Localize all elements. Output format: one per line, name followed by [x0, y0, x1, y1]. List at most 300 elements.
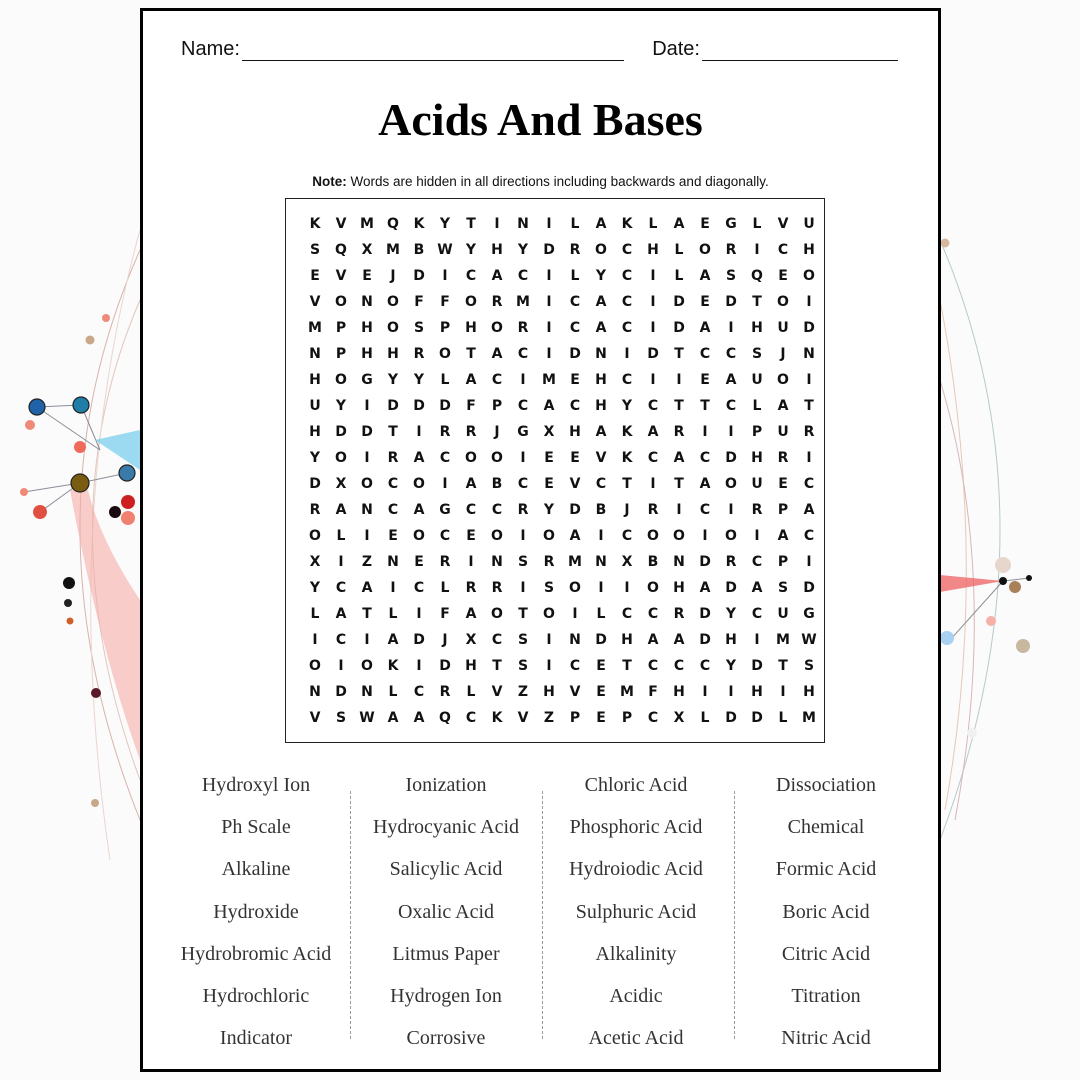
grid-letter[interactable]: Y	[335, 398, 347, 414]
grid-letter[interactable]: C	[621, 606, 633, 622]
grid-letter[interactable]: C	[439, 450, 451, 466]
grid-letter[interactable]: F	[440, 606, 450, 622]
grid-letter[interactable]: C	[647, 450, 659, 466]
grid-letter[interactable]: L	[596, 606, 606, 622]
grid-letter[interactable]: S	[517, 632, 529, 648]
grid-letter[interactable]: I	[546, 294, 552, 310]
grid-letter[interactable]: C	[517, 476, 529, 492]
grid-letter[interactable]: Y	[413, 372, 425, 388]
grid-letter[interactable]: A	[647, 632, 659, 648]
grid-letter[interactable]: U	[803, 216, 815, 232]
grid-letter[interactable]: D	[309, 476, 321, 492]
grid-letter[interactable]: N	[517, 216, 529, 232]
grid-letter[interactable]: S	[777, 580, 789, 596]
grid-letter[interactable]: H	[803, 242, 815, 258]
grid-letter[interactable]: I	[650, 320, 656, 336]
grid-letter[interactable]: C	[621, 242, 633, 258]
grid-letter[interactable]: T	[622, 658, 632, 674]
grid-letter[interactable]: C	[725, 346, 737, 362]
grid-letter[interactable]: I	[754, 528, 760, 544]
grid-letter[interactable]: M	[620, 684, 634, 700]
grid-letter[interactable]: X	[361, 242, 373, 258]
grid-letter[interactable]: I	[338, 658, 344, 674]
grid-letter[interactable]: T	[752, 294, 762, 310]
grid-letter[interactable]: D	[569, 346, 581, 362]
grid-letter[interactable]: S	[725, 268, 737, 284]
grid-letter[interactable]: A	[413, 710, 425, 726]
grid-letter[interactable]: R	[673, 606, 685, 622]
grid-letter[interactable]: T	[518, 606, 528, 622]
grid-letter[interactable]: L	[388, 606, 398, 622]
grid-letter[interactable]: C	[621, 320, 633, 336]
grid-letter[interactable]: A	[803, 502, 815, 518]
grid-letter[interactable]: L	[570, 268, 580, 284]
grid-letter[interactable]: H	[725, 632, 737, 648]
grid-letter[interactable]: G	[361, 372, 373, 388]
grid-letter[interactable]: S	[335, 710, 347, 726]
grid-letter[interactable]: O	[309, 528, 321, 544]
grid-letter[interactable]: N	[361, 294, 373, 310]
grid-letter[interactable]: J	[624, 502, 630, 518]
grid-letter[interactable]: A	[361, 580, 373, 596]
grid-letter[interactable]: A	[777, 398, 789, 414]
grid-letter[interactable]: X	[621, 554, 633, 570]
grid-letter[interactable]: G	[517, 424, 529, 440]
grid-letter[interactable]: O	[413, 528, 425, 544]
grid-letter[interactable]: C	[439, 528, 451, 544]
grid-letter[interactable]: I	[806, 294, 812, 310]
grid-letter[interactable]: M	[776, 632, 790, 648]
grid-letter[interactable]: N	[491, 554, 503, 570]
grid-letter[interactable]: R	[725, 554, 737, 570]
grid-letter[interactable]: J	[494, 424, 500, 440]
grid-letter[interactable]: L	[674, 268, 684, 284]
grid-letter[interactable]: O	[465, 294, 477, 310]
grid-letter[interactable]: E	[596, 710, 606, 726]
grid-letter[interactable]: M	[386, 242, 400, 258]
grid-letter[interactable]: D	[361, 424, 373, 440]
grid-letter[interactable]: X	[673, 710, 685, 726]
grid-letter[interactable]: R	[517, 502, 529, 518]
grid-letter[interactable]: E	[310, 268, 320, 284]
grid-letter[interactable]: N	[569, 632, 581, 648]
grid-letter[interactable]: C	[517, 346, 529, 362]
grid-letter[interactable]: Q	[751, 268, 763, 284]
grid-letter[interactable]: X	[335, 476, 347, 492]
grid-letter[interactable]: C	[621, 268, 633, 284]
grid-letter[interactable]: K	[387, 658, 399, 674]
grid-letter[interactable]: C	[647, 606, 659, 622]
grid-letter[interactable]: E	[778, 268, 788, 284]
grid-letter[interactable]: C	[725, 398, 737, 414]
grid-letter[interactable]: I	[416, 424, 422, 440]
grid-letter[interactable]: E	[544, 476, 554, 492]
grid-letter[interactable]: S	[517, 554, 529, 570]
grid-letter[interactable]: U	[309, 398, 321, 414]
grid-letter[interactable]: T	[674, 476, 684, 492]
grid-letter[interactable]: D	[595, 632, 607, 648]
grid-letter[interactable]: D	[439, 398, 451, 414]
grid-letter[interactable]: I	[806, 450, 812, 466]
grid-letter[interactable]: N	[673, 554, 685, 570]
grid-letter[interactable]: D	[803, 580, 815, 596]
grid-letter[interactable]: W	[359, 710, 375, 726]
grid-letter[interactable]: R	[387, 450, 399, 466]
grid-letter[interactable]: C	[647, 658, 659, 674]
grid-letter[interactable]: O	[335, 294, 347, 310]
grid-letter[interactable]: E	[596, 658, 606, 674]
grid-letter[interactable]: C	[413, 580, 425, 596]
grid-letter[interactable]: A	[387, 710, 399, 726]
grid-letter[interactable]: O	[361, 658, 373, 674]
grid-letter[interactable]: R	[491, 580, 503, 596]
grid-letter[interactable]: S	[803, 658, 815, 674]
grid-letter[interactable]: E	[700, 294, 710, 310]
grid-letter[interactable]: G	[803, 606, 815, 622]
grid-letter[interactable]: R	[517, 320, 529, 336]
grid-letter[interactable]: I	[312, 632, 318, 648]
grid-letter[interactable]: D	[673, 320, 685, 336]
grid-letter[interactable]: S	[309, 242, 321, 258]
grid-letter[interactable]: I	[780, 684, 786, 700]
grid-letter[interactable]: O	[725, 476, 737, 492]
grid-letter[interactable]: C	[491, 502, 503, 518]
grid-letter[interactable]: V	[569, 684, 581, 700]
grid-letter[interactable]: U	[777, 606, 789, 622]
grid-letter[interactable]: O	[491, 450, 503, 466]
grid-letter[interactable]: H	[595, 372, 607, 388]
word-search-grid[interactable]	[302, 211, 822, 731]
grid-letter[interactable]: D	[725, 710, 737, 726]
grid-letter[interactable]: J	[390, 268, 396, 284]
grid-letter[interactable]: P	[335, 320, 347, 336]
grid-letter[interactable]: C	[595, 476, 607, 492]
grid-letter[interactable]: I	[364, 450, 370, 466]
grid-letter[interactable]: M	[360, 216, 374, 232]
grid-letter[interactable]: I	[650, 268, 656, 284]
grid-letter[interactable]: L	[778, 710, 788, 726]
grid-letter[interactable]: B	[647, 554, 659, 570]
grid-letter[interactable]: T	[466, 216, 476, 232]
grid-letter[interactable]: D	[725, 580, 737, 596]
grid-letter[interactable]: Z	[361, 554, 373, 570]
grid-letter[interactable]: D	[335, 424, 347, 440]
grid-letter[interactable]: R	[439, 684, 451, 700]
grid-letter[interactable]: A	[595, 320, 607, 336]
grid-letter[interactable]: H	[491, 242, 503, 258]
grid-letter[interactable]: C	[569, 320, 581, 336]
grid-letter[interactable]: C	[699, 658, 711, 674]
grid-letter[interactable]: I	[416, 606, 422, 622]
grid-letter[interactable]: K	[621, 450, 633, 466]
grid-letter[interactable]: F	[414, 294, 424, 310]
grid-letter[interactable]: O	[491, 606, 503, 622]
grid-letter[interactable]: O	[465, 450, 477, 466]
grid-letter[interactable]: C	[699, 450, 711, 466]
grid-letter[interactable]: A	[777, 528, 789, 544]
grid-letter[interactable]: M	[542, 372, 556, 388]
grid-letter[interactable]: A	[647, 424, 659, 440]
grid-letter[interactable]: K	[309, 216, 321, 232]
grid-letter[interactable]: L	[336, 528, 346, 544]
grid-letter[interactable]: I	[546, 658, 552, 674]
grid-letter[interactable]: O	[647, 580, 659, 596]
grid-letter[interactable]: H	[595, 398, 607, 414]
grid-letter[interactable]: H	[673, 580, 685, 596]
grid-letter[interactable]: I	[728, 684, 734, 700]
grid-letter[interactable]: L	[752, 216, 762, 232]
grid-letter[interactable]: O	[777, 372, 789, 388]
grid-letter[interactable]: R	[777, 450, 789, 466]
grid-letter[interactable]: P	[569, 710, 581, 726]
grid-letter[interactable]: F	[648, 684, 658, 700]
grid-letter[interactable]: P	[777, 502, 789, 518]
grid-letter[interactable]: I	[572, 606, 578, 622]
grid-letter[interactable]: R	[673, 424, 685, 440]
grid-letter[interactable]: F	[440, 294, 450, 310]
grid-letter[interactable]: I	[390, 580, 396, 596]
grid-letter[interactable]: Y	[621, 398, 633, 414]
grid-letter[interactable]: V	[595, 450, 607, 466]
grid-letter[interactable]: B	[491, 476, 503, 492]
grid-letter[interactable]: I	[598, 528, 604, 544]
grid-letter[interactable]: I	[650, 294, 656, 310]
grid-letter[interactable]: Q	[387, 216, 399, 232]
grid-letter[interactable]: V	[491, 684, 503, 700]
grid-letter[interactable]: T	[388, 424, 398, 440]
grid-letter[interactable]: C	[465, 268, 477, 284]
grid-letter[interactable]: D	[413, 632, 425, 648]
grid-letter[interactable]: G	[725, 216, 737, 232]
grid-letter[interactable]: A	[699, 476, 711, 492]
grid-letter[interactable]: Y	[725, 658, 737, 674]
grid-letter[interactable]: Z	[517, 684, 529, 700]
grid-letter[interactable]: I	[754, 242, 760, 258]
grid-letter[interactable]: N	[361, 684, 373, 700]
grid-letter[interactable]: T	[362, 606, 372, 622]
grid-letter[interactable]: N	[803, 346, 815, 362]
grid-letter[interactable]: U	[751, 372, 763, 388]
grid-letter[interactable]: C	[621, 528, 633, 544]
grid-letter[interactable]: O	[491, 528, 503, 544]
date-field[interactable]	[652, 31, 898, 61]
grid-letter[interactable]: L	[388, 684, 398, 700]
grid-letter[interactable]: O	[491, 320, 503, 336]
grid-letter[interactable]: E	[388, 528, 398, 544]
grid-letter[interactable]: I	[702, 528, 708, 544]
grid-letter[interactable]: C	[491, 372, 503, 388]
grid-letter[interactable]: N	[595, 346, 607, 362]
grid-letter[interactable]: A	[465, 372, 477, 388]
grid-letter[interactable]: I	[598, 580, 604, 596]
grid-letter[interactable]: T	[674, 398, 684, 414]
grid-letter[interactable]: P	[621, 710, 633, 726]
grid-letter[interactable]: E	[778, 476, 788, 492]
grid-letter[interactable]: I	[494, 216, 500, 232]
grid-letter[interactable]: I	[702, 684, 708, 700]
grid-letter[interactable]: A	[595, 424, 607, 440]
grid-letter[interactable]: H	[621, 632, 633, 648]
grid-letter[interactable]: D	[569, 502, 581, 518]
grid-letter[interactable]: I	[364, 632, 370, 648]
grid-letter[interactable]: C	[803, 528, 815, 544]
grid-letter[interactable]: E	[700, 216, 710, 232]
grid-letter[interactable]: E	[570, 450, 580, 466]
grid-letter[interactable]: H	[803, 684, 815, 700]
grid-letter[interactable]: R	[413, 346, 425, 362]
grid-letter[interactable]: O	[309, 658, 321, 674]
grid-letter[interactable]: C	[621, 372, 633, 388]
grid-letter[interactable]: R	[725, 242, 737, 258]
grid-letter[interactable]: C	[569, 658, 581, 674]
grid-letter[interactable]: E	[466, 528, 476, 544]
grid-letter[interactable]: H	[465, 658, 477, 674]
grid-letter[interactable]: M	[568, 554, 582, 570]
grid-letter[interactable]: I	[546, 346, 552, 362]
grid-letter[interactable]: A	[699, 268, 711, 284]
grid-letter[interactable]: D	[413, 268, 425, 284]
grid-letter[interactable]: I	[546, 632, 552, 648]
grid-letter[interactable]: C	[517, 268, 529, 284]
grid-letter[interactable]: T	[622, 476, 632, 492]
grid-letter[interactable]: Q	[335, 242, 347, 258]
grid-letter[interactable]: A	[569, 528, 581, 544]
grid-letter[interactable]: I	[546, 216, 552, 232]
name-line[interactable]	[242, 38, 624, 61]
grid-letter[interactable]: A	[465, 606, 477, 622]
grid-letter[interactable]: O	[725, 528, 737, 544]
grid-letter[interactable]: L	[466, 684, 476, 700]
grid-letter[interactable]: T	[700, 398, 710, 414]
grid-letter[interactable]: X	[465, 632, 477, 648]
grid-letter[interactable]: T	[466, 346, 476, 362]
grid-letter[interactable]: T	[804, 398, 814, 414]
grid-letter[interactable]: D	[725, 450, 737, 466]
grid-letter[interactable]: F	[466, 398, 476, 414]
grid-letter[interactable]: I	[754, 632, 760, 648]
grid-letter[interactable]: M	[308, 320, 322, 336]
grid-letter[interactable]: T	[778, 658, 788, 674]
grid-letter[interactable]: O	[335, 450, 347, 466]
grid-letter[interactable]: H	[361, 346, 373, 362]
grid-letter[interactable]: C	[699, 502, 711, 518]
grid-letter[interactable]: C	[699, 346, 711, 362]
grid-letter[interactable]: W	[437, 242, 453, 258]
grid-letter[interactable]: D	[439, 658, 451, 674]
grid-letter[interactable]: O	[569, 580, 581, 596]
grid-letter[interactable]: A	[751, 580, 763, 596]
grid-letter[interactable]: I	[728, 424, 734, 440]
grid-letter[interactable]: O	[439, 346, 451, 362]
grid-letter[interactable]: I	[442, 476, 448, 492]
grid-letter[interactable]: D	[803, 320, 815, 336]
grid-letter[interactable]: I	[364, 398, 370, 414]
grid-letter[interactable]: U	[777, 320, 789, 336]
grid-letter[interactable]: R	[647, 502, 659, 518]
grid-letter[interactable]: A	[673, 216, 685, 232]
grid-letter[interactable]: T	[674, 346, 684, 362]
grid-letter[interactable]: S	[751, 346, 763, 362]
grid-letter[interactable]: X	[309, 554, 321, 570]
grid-letter[interactable]: H	[387, 346, 399, 362]
grid-letter[interactable]: N	[309, 346, 321, 362]
grid-letter[interactable]: P	[777, 554, 789, 570]
grid-letter[interactable]: C	[335, 580, 347, 596]
grid-letter[interactable]: A	[491, 346, 503, 362]
grid-letter[interactable]: H	[309, 424, 321, 440]
grid-letter[interactable]: I	[546, 320, 552, 336]
grid-letter[interactable]: C	[491, 632, 503, 648]
grid-letter[interactable]: X	[543, 424, 555, 440]
grid-letter[interactable]: E	[362, 268, 372, 284]
grid-letter[interactable]: I	[676, 502, 682, 518]
grid-letter[interactable]: I	[546, 268, 552, 284]
grid-letter[interactable]: L	[440, 580, 450, 596]
grid-letter[interactable]: C	[465, 502, 477, 518]
grid-letter[interactable]: L	[752, 398, 762, 414]
grid-letter[interactable]: P	[335, 346, 347, 362]
grid-letter[interactable]: D	[335, 684, 347, 700]
grid-letter[interactable]: N	[387, 554, 399, 570]
grid-letter[interactable]: D	[751, 658, 763, 674]
grid-letter[interactable]: C	[673, 658, 685, 674]
grid-letter[interactable]: C	[387, 476, 399, 492]
grid-letter[interactable]: V	[777, 216, 789, 232]
grid-letter[interactable]: S	[517, 658, 529, 674]
grid-letter[interactable]: C	[803, 476, 815, 492]
grid-letter[interactable]: A	[465, 476, 477, 492]
grid-letter[interactable]: Y	[595, 268, 607, 284]
grid-letter[interactable]: I	[806, 372, 812, 388]
grid-letter[interactable]: D	[725, 294, 737, 310]
grid-letter[interactable]: R	[309, 502, 321, 518]
grid-letter[interactable]: A	[595, 294, 607, 310]
grid-letter[interactable]: G	[439, 502, 451, 518]
grid-letter[interactable]: D	[413, 398, 425, 414]
grid-letter[interactable]: R	[751, 502, 763, 518]
grid-letter[interactable]: K	[413, 216, 425, 232]
grid-letter[interactable]: D	[699, 554, 711, 570]
grid-letter[interactable]: A	[699, 320, 711, 336]
grid-letter[interactable]: I	[364, 528, 370, 544]
grid-letter[interactable]: H	[465, 320, 477, 336]
grid-letter[interactable]: I	[624, 580, 630, 596]
grid-letter[interactable]: E	[414, 554, 424, 570]
grid-letter[interactable]: O	[361, 476, 373, 492]
grid-letter[interactable]: E	[700, 372, 710, 388]
grid-letter[interactable]: I	[806, 554, 812, 570]
grid-letter[interactable]: C	[517, 398, 529, 414]
grid-letter[interactable]: C	[647, 398, 659, 414]
grid-letter[interactable]: N	[595, 554, 607, 570]
grid-letter[interactable]: R	[465, 424, 477, 440]
grid-letter[interactable]: A	[413, 450, 425, 466]
grid-letter[interactable]: O	[803, 268, 815, 284]
grid-letter[interactable]: I	[416, 658, 422, 674]
grid-letter[interactable]: I	[520, 528, 526, 544]
grid-letter[interactable]: I	[520, 450, 526, 466]
grid-letter[interactable]: R	[439, 424, 451, 440]
grid-letter[interactable]: K	[491, 710, 503, 726]
grid-letter[interactable]: H	[751, 450, 763, 466]
grid-letter[interactable]: I	[650, 372, 656, 388]
grid-letter[interactable]: C	[413, 684, 425, 700]
grid-letter[interactable]: D	[387, 398, 399, 414]
grid-letter[interactable]: A	[543, 398, 555, 414]
grid-letter[interactable]: V	[309, 294, 321, 310]
grid-letter[interactable]: U	[777, 424, 789, 440]
grid-letter[interactable]: C	[647, 710, 659, 726]
